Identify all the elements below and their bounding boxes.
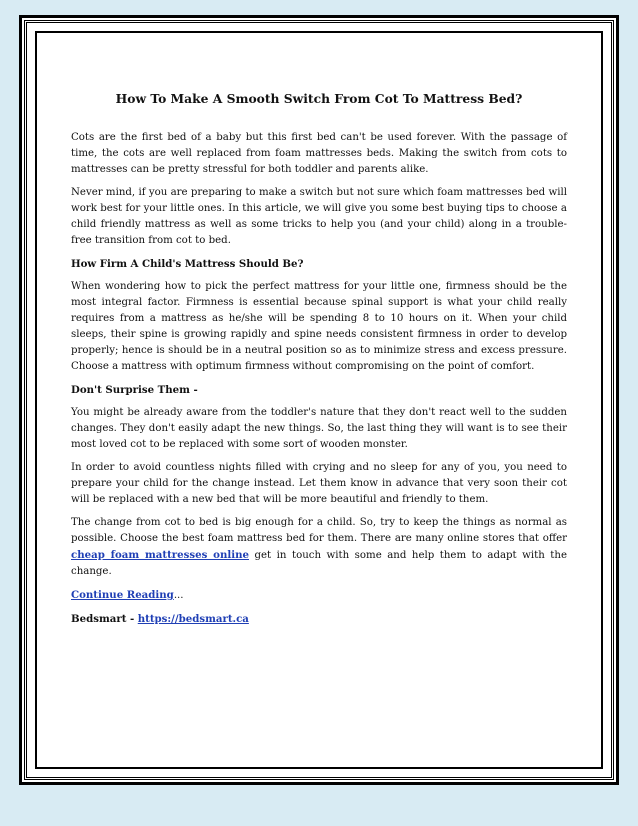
paragraph-change-text-a: The change from cot to bed is big enough for a child. So, try to keep the things as normal as possible. Choose the best foam mattress bed for them. There are many online stores that offer	[71, 517, 567, 544]
heading-firmness: How Firm A Child's Mattress Should Be?	[71, 258, 304, 270]
signature-line	[71, 611, 567, 627]
continue-ellipsis: ...	[173, 590, 184, 601]
paragraph-change-text-b: get in touch with some and help them to adapt with the change.	[71, 550, 567, 577]
continue-line	[71, 587, 567, 604]
paragraph-change	[71, 515, 567, 580]
document-body	[71, 91, 567, 634]
heading-dont-surprise: Don't Surprise Them -	[71, 384, 198, 396]
continue-reading-link[interactable]: Continue Reading	[71, 589, 174, 601]
paragraph-toddler-nature: You might be already aware from the toddler's nature that they don't react well to the sudden changes. They don't easily adapt the new things. So, the last thing they will want is to see their most loved cot to be replaced with some sort of wooden monster.	[71, 407, 567, 450]
bedsmart-website-link[interactable]: https://bedsmart.ca	[137, 613, 249, 625]
document-title: How To Make A Smooth Switch From Cot To Mattress Bed?	[115, 91, 523, 106]
cheap-foam-mattresses-link[interactable]: cheap foam mattresses online	[71, 549, 249, 561]
paragraph-never-mind: Never mind, if you are preparing to make a switch but not sure which foam mattresses bed will work best for your little ones. In this article, we will give you some best buying tips to choose a child friendly mattress as well as some tricks to help you (and your child) along in a trouble-free transition from cot to bed.	[71, 187, 567, 246]
document-page	[24, 20, 614, 780]
paragraph-prepare-child: In order to avoid countless nights filled with crying and no sleep for any of you, you need to prepare your child for the change instead. Let them know in advance that very soon their cot will be replaced with a new bed that will be more beautiful and friendly to them.	[71, 462, 567, 505]
signature-label: Bedsmart -	[71, 613, 138, 625]
paragraph-intro: Cots are the first bed of a baby but this first bed can't be used forever. With the passage of time, the cots are well replaced from foam mattresses beds. Making the switch from cots to mattresses can be pretty stressful for both toddler and parents alike.	[71, 132, 567, 175]
paragraph-firmness: When wondering how to pick the perfect mattress for your little one, firmness should be the most integral factor. Firmness is essential because spinal support is what your child really requires from a mattress as he/she will be spending 8 to 10 hours on it. When your child sleeps, their spine is growing rapidly and spine needs consistent firmness in order to develop properly; hence is should be in a neutral position so as to minimize stress and excess pressure. Choose a mattress with optimum firmness without compromising on the point of comfort.	[71, 281, 567, 372]
